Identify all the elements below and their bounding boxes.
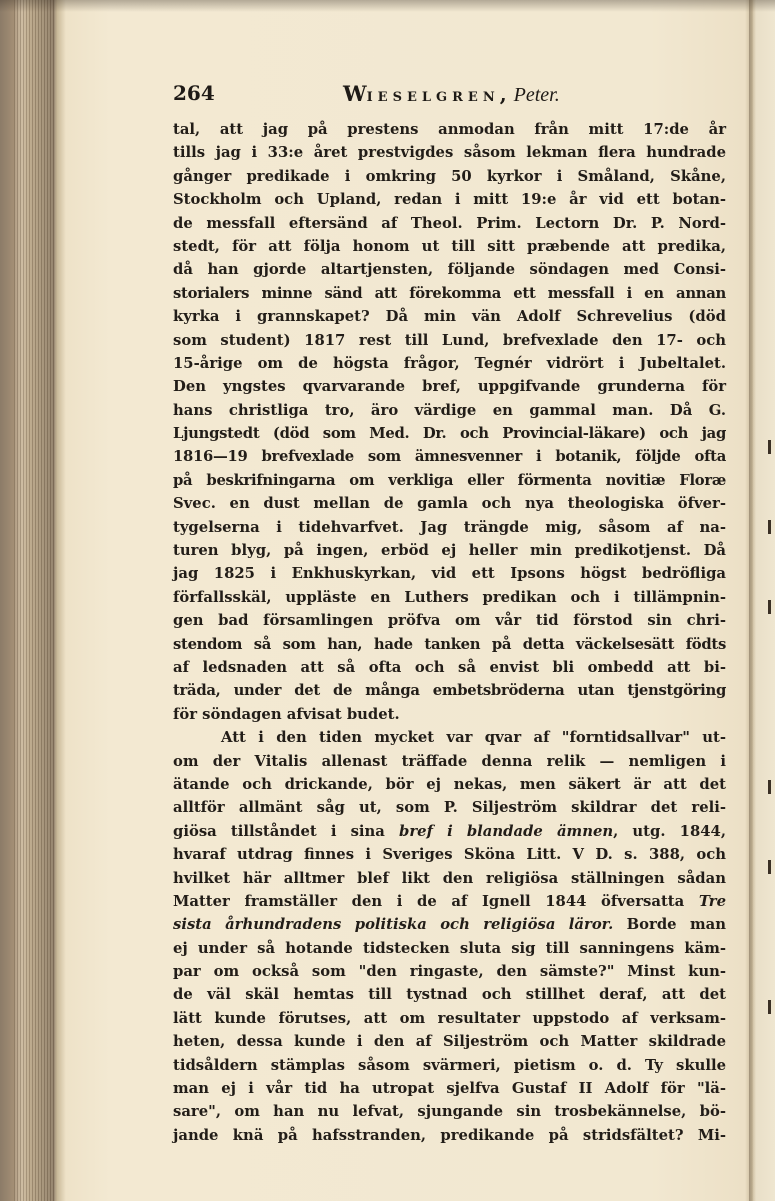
text-segment: , utg. 1844, [613, 822, 726, 840]
title-separator: , [499, 82, 514, 106]
text-line: för söndagen afvisat budet. [173, 705, 400, 723]
text-line: tills jag i 33:e året prestvigdes såsom lekman flera hundrade [173, 144, 726, 162]
text-line: träda, under det de många embetsbröderna utan tjenstgöring [173, 682, 726, 700]
running-header [173, 75, 713, 107]
body-text [173, 118, 726, 1147]
text-line: stedt, för att följa honom ut till sitt præbende att predika, [173, 237, 726, 255]
text-segment: Matter framställer den i de af Ignell 1844 öfversatta [173, 892, 699, 910]
text-line: lätt kunde förutses, att om resultater uppstodo af verksam- [173, 1009, 726, 1027]
italic-title: Tre [698, 892, 726, 910]
text-line: som student) 1817 rest till Lund, brefvexlade den 17- och [173, 331, 726, 349]
right-crease [749, 0, 753, 1201]
text-segment: Borde man [613, 916, 726, 934]
text-line: ätande och drickande, bör ej nekas, men säkert är att det [173, 775, 726, 793]
text-line: par om också som "den ringaste, den sämste?" Minst kun- [173, 963, 726, 981]
text-line: hans christliga tro, äro värdige en gammal man. Då G. [173, 401, 726, 419]
text-segment: giösa tillståndet i sina [173, 822, 400, 840]
text-line: man ej i vår tid ha utropat sjelfva Gustaf II Adolf för "lä- [173, 1080, 726, 1098]
text-line: tal, att jag på prestens anmodan från mitt 17:de år [173, 121, 726, 138]
text-line: förfallsskäl, uppläste en Luthers predikan och i tillämpnin- [173, 588, 726, 606]
italic-title: bref i blandade ämnen [399, 822, 614, 840]
text-line: Att i den tiden mycket var qvar af "forntidsallvar" ut- [221, 729, 726, 747]
text-line: kyrka i grannskapet? Då min vän Adolf Schrevelius (död [173, 308, 726, 326]
text-line: ej under så hotande tidstecken sluta sig till sanningens käm- [173, 939, 726, 957]
italic-title: sista århundradens politiska och religiösa läror. [173, 916, 614, 934]
text-line: Svec. en dust mellan de gamla och nya theologiska öfver- [173, 495, 726, 513]
text-line: då han gjorde altartjensten, följande söndagen med Consi- [173, 261, 726, 279]
text-line: hvilket här alltmer blef likt den religiösa ställningen sådan [173, 869, 726, 887]
title-small-caps: IESELGREN [366, 90, 500, 105]
text-line: storialers minne sänd att förekomma ett messfall i en annan [173, 284, 726, 302]
text-line: stendom så som han, hade tanken på detta väckelsesätt födts [173, 635, 726, 653]
text-line: Stockholm och Upland, redan i mitt 19:e år vid ett botan- [173, 191, 726, 209]
text-line: de messfall eftersänd af Theol. Prim. Lectorn Dr. P. Nord- [173, 214, 726, 232]
text-line [173, 890, 726, 913]
title-given-name: Peter. [513, 84, 560, 106]
text-line: Den yngstes qvarvarande bref, uppgifvande grunderna för [173, 378, 726, 396]
text-line: om der Vitalis allenast träffade denna relik — nemligen i [173, 752, 726, 770]
title-initial: W [343, 81, 367, 106]
text-line: gånger predikade i omkring 50 kyrkor i Småland, Skåne, [173, 167, 726, 185]
text-line: 15-årige om de högsta frågor, Tegnér vidrört i Jubeltalet. [173, 354, 726, 372]
page-edges [14, 0, 56, 1201]
text-line: 1816—19 brefvexlade som ämnesvenner i botanik, följde ofta [173, 448, 726, 466]
text-line: jag 1825 i Enkhuskyrkan, vid ett Ipsons högst bedröfliga [173, 565, 726, 583]
top-shadow [0, 0, 775, 12]
text-line: på beskrifningarna om verkliga eller förmenta novitiæ Floræ [173, 471, 726, 489]
running-title [343, 81, 560, 107]
text-line: tygelserna i tidehvarfvet. Jag trängde mig, såsom af na- [173, 518, 726, 536]
text-line: gen bad församlingen pröfva om vår tid förstod sin chri- [173, 612, 726, 630]
text-line: turen blyg, på ingen, erböd ej heller min predikotjenst. Då [173, 542, 726, 560]
text-line [173, 913, 726, 936]
text-line [173, 820, 726, 843]
text-line: heten, dessa kunde i den af Siljeström och Matter skildrade [173, 1033, 726, 1051]
page-number: 264 [173, 81, 215, 105]
text-line: Ljungstedt (död som Med. Dr. och Provincial-läkare) och jag [173, 425, 726, 443]
text-line: hvaraf utdrag finnes i Sveriges Sköna Litt. V D. s. 388, och [173, 846, 726, 864]
text-line: sare", om han nu lefvat, sjungande sin trosbekännelse, bö- [173, 1103, 726, 1121]
text-line: alltför allmänt såg ut, som P. Siljeström skildrar det reli- [173, 799, 726, 817]
text-line: de väl skäl hemtas till tystnad och stillhet deraf, att det [173, 986, 726, 1004]
text-line: tidsåldern stämplas såsom svärmeri, pietism o. d. Ty skulle [173, 1056, 726, 1074]
text-line: jande knä på hafsstranden, predikande på stridsfältet? Mi- [173, 1126, 726, 1144]
text-line: af ledsnaden att så ofta och så envist bli ombedd att bi- [173, 658, 726, 676]
